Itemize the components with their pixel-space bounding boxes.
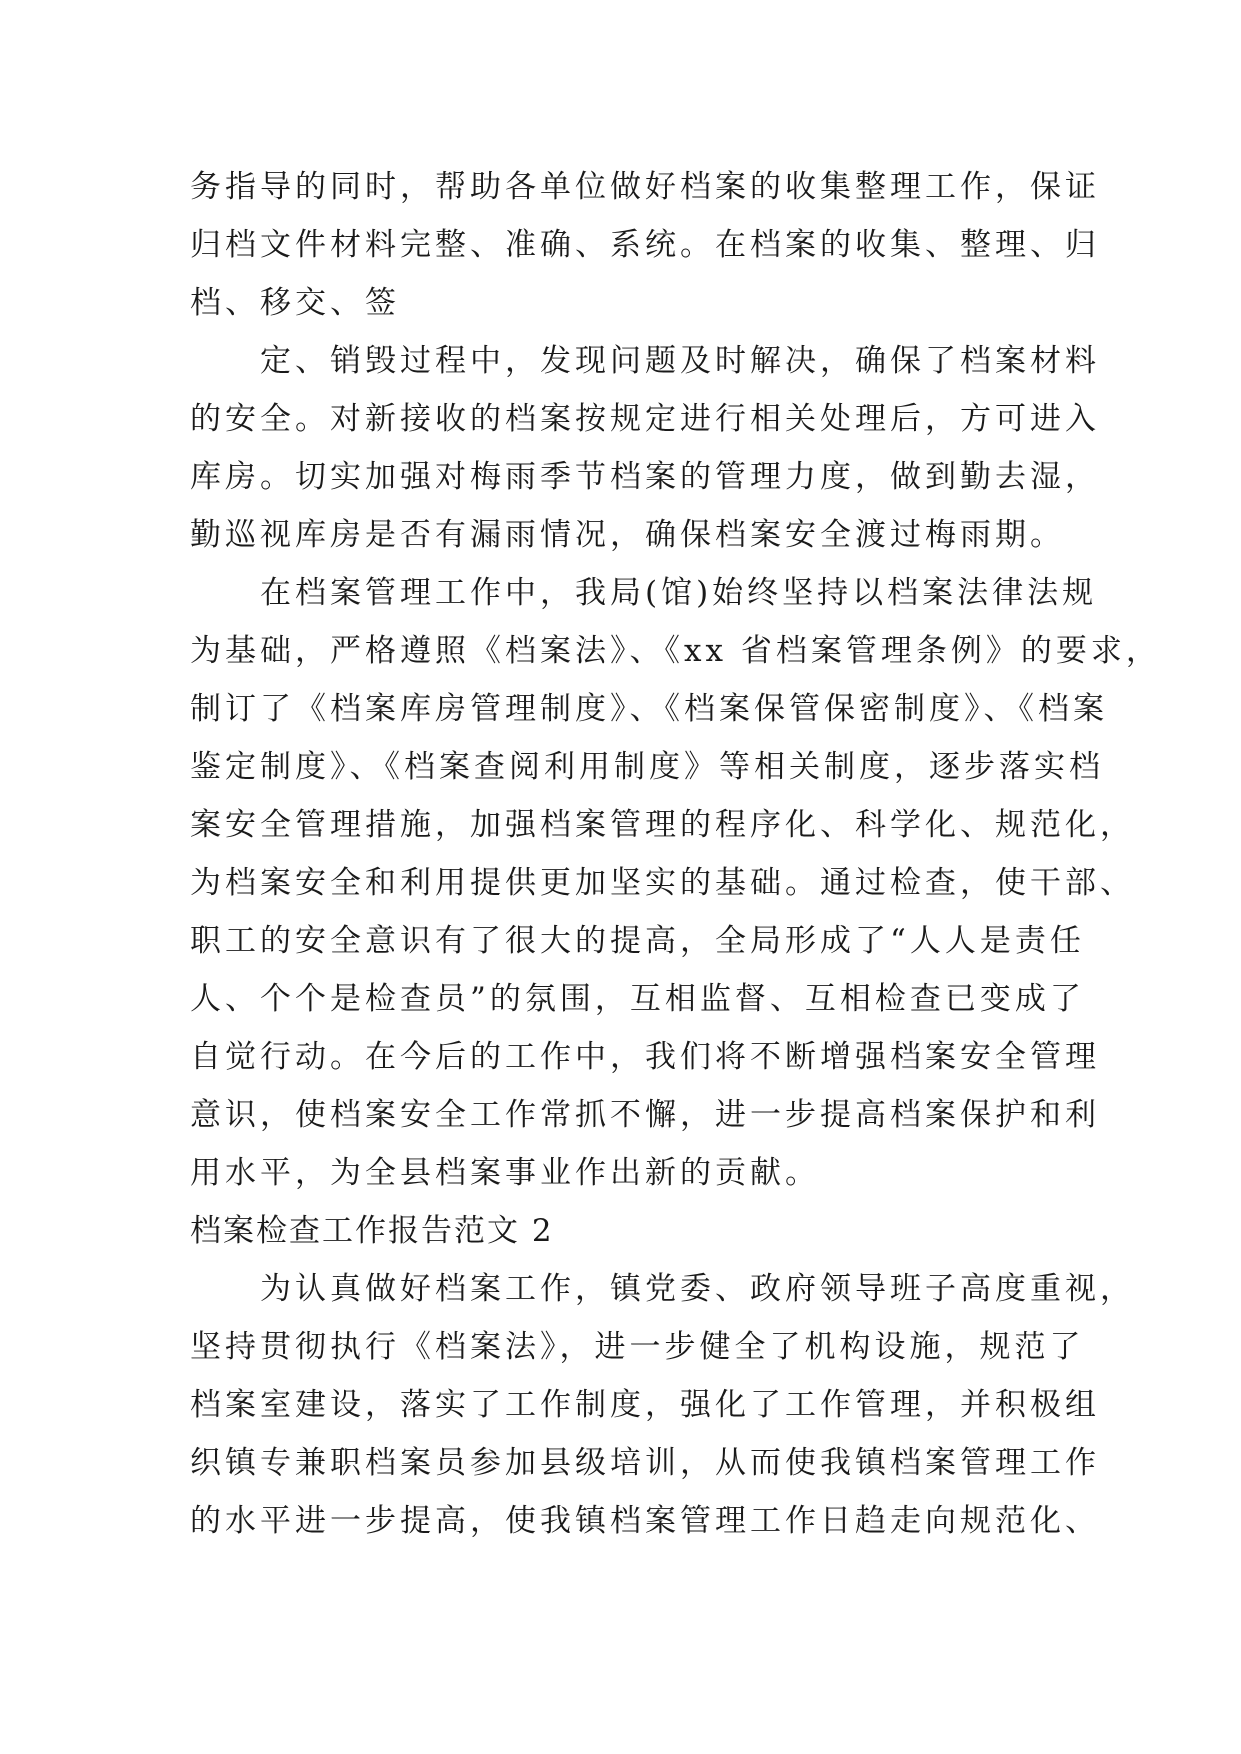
text-line: 职工的安全意识有了很大的提高，全局形成了“人人是责任: [190, 923, 1085, 959]
text-line: 为基础，严格遵照《档案法》、《xx 省档案管理条例》的要求，: [190, 633, 1161, 669]
text-line: 坚持贯彻执行《档案法》，进一步健全了机构设施，规范了: [190, 1329, 1085, 1365]
text-line: 定、销毁过程中，发现问题及时解决，确保了档案材料: [190, 343, 1100, 379]
text-line: 案安全管理措施，加强档案管理的程序化、科学化、规范化，: [190, 807, 1135, 843]
text-line: 自觉行动。在今后的工作中，我们将不断增强档案安全管理: [190, 1039, 1100, 1075]
text-line: 的水平进一步提高，使我镇档案管理工作日趋走向规范化、: [190, 1503, 1100, 1539]
text-line: 为认真做好档案工作，镇党委、政府领导班子高度重视，: [190, 1271, 1135, 1307]
text-line: 用水平，为全县档案事业作出新的贡献。: [190, 1155, 820, 1191]
text-line: 制订了《档案库房管理制度》、《档案保管保密制度》、《档案: [190, 691, 1108, 727]
text-line: 务指导的同时，帮助各单位做好档案的收集整理工作，保证: [190, 169, 1100, 205]
text-line: 织镇专兼职档案员参加县级培训，从而使我镇档案管理工作: [190, 1445, 1100, 1481]
text-line: 为档案安全和利用提供更加坚实的基础。通过检查，使干部、: [190, 865, 1135, 901]
text-line: 人、个个是检查员”的氛围，互相监督、互相检查已变成了: [190, 981, 1085, 1017]
text-line: 的安全。对新接收的档案按规定进行相关处理后，方可进入: [190, 401, 1100, 437]
text-line: 在档案管理工作中，我局(馆)始终坚持以档案法律法规: [190, 575, 1098, 611]
text-line: 意识，使档案安全工作常抓不懈，进一步提高档案保护和利: [190, 1097, 1100, 1133]
section-heading: 档案检查工作报告范文 2: [190, 1213, 554, 1249]
document-body: [190, 158, 1161, 1550]
text-line: 库房。切实加强对梅雨季节档案的管理力度，做到勤去湿，: [190, 459, 1100, 495]
text-line: 档案室建设，落实了工作制度，强化了工作管理，并积极组: [190, 1387, 1100, 1423]
text-line: 勤巡视库房是否有漏雨情况，确保档案安全渡过梅雨期。: [190, 517, 1065, 553]
text-line: 鉴定制度》、《档案查阅利用制度》等相关制度，逐步落实档: [190, 749, 1104, 785]
text-line: 归档文件材料完整、准确、系统。在档案的收集、整理、归: [190, 227, 1100, 263]
text-line: 档、移交、签: [190, 285, 400, 321]
